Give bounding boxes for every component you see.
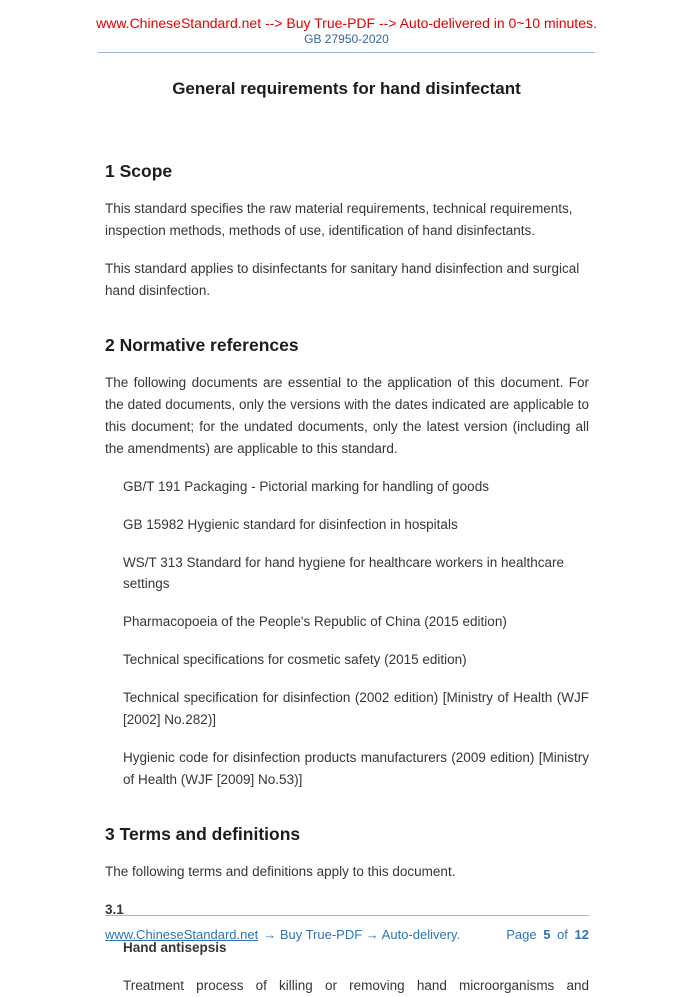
reference-item: Hygienic code for disinfection products manufacturers (2009 edition) [Ministry of Health (WJF [2009] No.53)] <box>123 749 589 787</box>
section-heading-terms: 3 Terms and definitions <box>105 824 301 845</box>
reference-item: Technical specifications for cosmetic safety (2015 edition) <box>123 652 467 668</box>
reference-item: Technical specification for disinfection (2002 edition) [Ministry of Health (WJF [2002] No.282)] <box>123 690 589 727</box>
footer-left <box>105 927 460 942</box>
terms-intro: The following terms and definitions apply to this document. <box>105 864 456 880</box>
reference-item: Pharmacopoeia of the People's Republic of China (2015 edition) <box>123 614 507 630</box>
normative-intro: The following documents are essential to the application of this document. For the dated documents, only the versions with the dates indicated are applicable to this document; for the undated documents, only the latest version (including all the amendments) are applicable to this standard. <box>105 375 589 457</box>
clause-number: 3.1 <box>105 902 124 918</box>
standard-code: GB 27950-2020 <box>304 32 389 46</box>
scope-paragraph-1: This standard specifies the raw material requirements, technical requirements, inspection methods, methods of use, identification of hand disinfectants. <box>105 201 573 238</box>
header-divider <box>98 52 595 53</box>
footer-tagline: → Buy True-PDF → Auto-delivery. <box>263 927 461 942</box>
section-heading-scope: 1 Scope <box>105 161 173 181</box>
page-header <box>0 0 693 53</box>
page-current: 5 <box>543 927 551 942</box>
page-indicator <box>506 927 589 942</box>
footer-site-link[interactable]: www.ChineseStandard.net <box>105 927 259 942</box>
page-footer <box>105 915 589 942</box>
page-total: 12 <box>574 927 589 942</box>
reference-item: GB/T 191 Packaging - Pictorial marking for handling of goods <box>123 478 489 494</box>
section-heading-normative-references: 2 Normative references <box>105 335 299 356</box>
term-title: Hand antisepsis <box>123 940 227 956</box>
document-body <box>0 161 693 997</box>
page-label: Page <box>506 927 537 942</box>
term-definition: Treatment process of killing or removing hand microorganisms and <box>123 978 589 994</box>
reference-item: WS/T 313 Standard for hand hygiene for healthcare workers in healthcare settings <box>123 554 565 592</box>
promo-banner: www.ChineseStandard.net --> Buy True-PDF --> Auto-delivered in 0~10 minutes. <box>96 15 597 31</box>
scope-paragraph-2: This standard applies to disinfectants for sanitary hand disinfection and surgical hand disinfection. <box>105 260 580 298</box>
page-of-label: of <box>557 927 568 942</box>
reference-item: GB 15982 Hygienic standard for disinfection in hospitals <box>123 516 458 532</box>
document-title: General requirements for hand disinfectant <box>172 79 521 98</box>
